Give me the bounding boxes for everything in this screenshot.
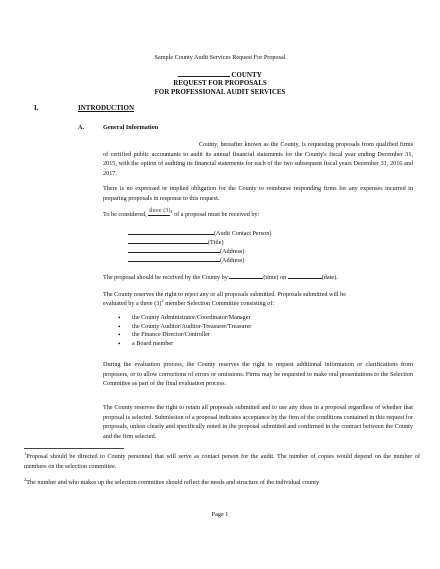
committee-list: [118, 314, 251, 348]
title-line-1: COUNTY: [0, 70, 440, 80]
date-blank: [288, 272, 322, 279]
contact-blank: [128, 228, 214, 235]
time-blank: [229, 272, 263, 279]
address-blank-2: [128, 255, 220, 262]
list-item: • the Finance Director/Controller: [118, 331, 251, 340]
title-blank: [128, 237, 208, 244]
reject-line-2: evaluated by a three $(3)^2$ member Selection Committee consisting of:: [103, 297, 275, 307]
list-item: • the County Administrator/Coordinator/Manager: [118, 314, 251, 323]
considered-line: To be considered, three (3) $^1$ of a proposal must be received by:: [103, 207, 260, 218]
evaluation-paragraph: During the evaluation process, the County reserves the right to request additional information or clarifications from proposers, or to allow corrections of errors or omissions. Firms may be requested to make oral presentations to the Selection Committee as part of the final evaluation process.: [103, 361, 413, 388]
title-line-3: FOR PROFESSIONAL AUDIT SERVICES: [154, 88, 286, 96]
page-header: Sample County Audit Services Request For Proposal: [154, 54, 286, 61]
copies-blank: three (3): [149, 207, 171, 214]
reject-line-1: The County reserves the right to reject any or all proposals submitted. Proposals submitted will be: [103, 291, 346, 298]
retain-paragraph: The County reserves the right to retain all proposals submitted and to use any ideas in a proposal regardless of whether that proposal is selected. Submission of a proposal indicates acceptance by the firm of the conditions contained in this request for proposals, unless clearly and specifically noted in the proposal submitted and confirmed in the contract between the County and the firm selected.: [103, 404, 413, 440]
contact-field-1: (Audit Contact Person): [128, 228, 271, 239]
section-title: INTRODUCTION: [78, 104, 135, 112]
page-number: Page 1: [211, 511, 229, 518]
title-line-2: REQUEST FOR PROPOSALS: [173, 79, 267, 87]
list-item: • the County Auditor/Auditor-Treasurer/Treasurer: [118, 323, 251, 332]
footnote-divider: [24, 448, 124, 449]
subsection-letter: A.: [78, 124, 85, 131]
contact-field-4: (Address): [128, 255, 244, 266]
section-number: I.: [34, 104, 39, 112]
footnote-2: $^2$The number and who makes up the selection committee should reflect the needs and structure of the individual county: [24, 476, 320, 486]
list-item: • a Board member: [118, 340, 251, 349]
contact-field-3: (Address): [128, 246, 244, 257]
footnote-1: $^1$Proposal should be directed to County personnel that will serve as contact person for the audit. The number of copies would depend on the number of members on the selection committee.: [24, 450, 420, 470]
intro-paragraph: County, hereafter known as the County, is requesting proposals from qualified firms of certified public accountants to audit its annual financial statements for the County's fiscal year ending December 31, 2015, with the option of auditing its financial statements for each of the two subsequent fiscal years December 31, 2016 and 2017.: [103, 141, 413, 177]
county-name-blank: [178, 70, 230, 77]
no-obligation-paragraph: There is no expressed or implied obligation for the County to reimburse responding firms for any expenses incurred in preparing proposals in response to this request.: [103, 185, 413, 202]
address-blank-1: [128, 246, 220, 253]
received-line: The proposal should be received by the County by (time) on (date).: [103, 274, 338, 281]
contact-field-2: (Title): [128, 237, 224, 248]
subsection-title: General Information: [103, 124, 159, 131]
